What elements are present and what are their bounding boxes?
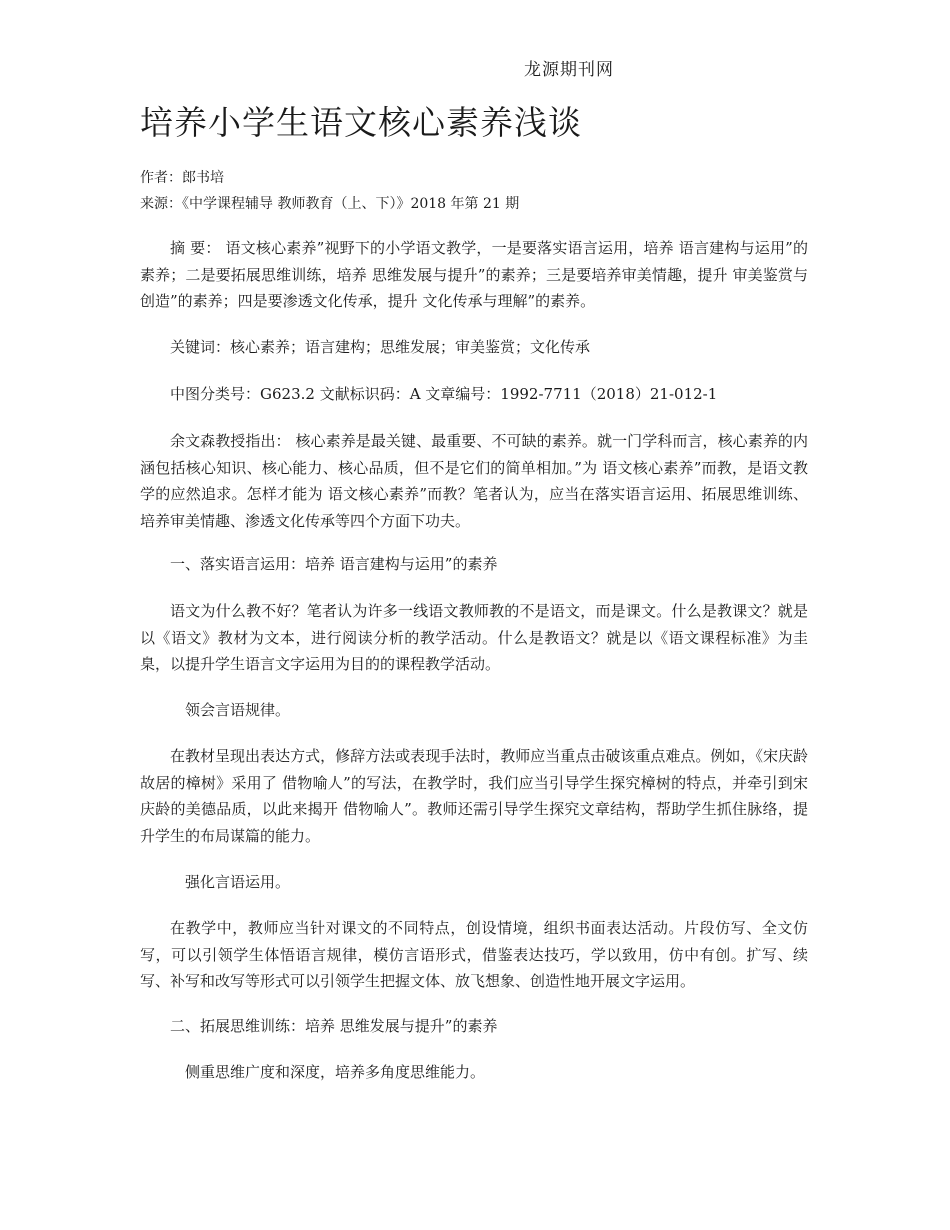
section-heading-2: 二、拓展思维训练：培养 思维发展与提升”的素养 xyxy=(170,1017,498,1035)
subheading-1: 领会言语规律。 xyxy=(185,701,291,719)
author-label: 作者： xyxy=(140,170,182,186)
classification-line: 中图分类号：G623.2 文献标识码：A 文章编号：1992-7711（2018）21-012-1 xyxy=(170,385,718,403)
keywords-text: 核心素养；语言建构；思维发展；审美鉴赏；文化传承 xyxy=(230,338,591,356)
source-name: 《中学课程辅导 教师教育（上、下）》2018 年第 21 期 xyxy=(182,196,520,212)
site-name: 龙源期刊网 xyxy=(524,60,614,80)
subsection2-paragraph: 在教学中，教师应当针对课文的不同特点，创设情境，组织书面表达活动。片段仿写、全文仿写，可以引领学生体悟语言规律，模仿言语形式，借鉴表达技巧，学以致用，仿中有创。扩写、续写、补写和改写等形式可以引领学生把握文体、放飞想象、创造性地开展文字运用。 xyxy=(140,919,808,990)
abstract-text: 语文核心素养”视野下的小学语文教学，一是要落实语言运用，培养 语言建构与运用”的素养；二是要拓展思维训练，培养 思维发展与提升”的素养；三是要培养审美情趣，提升 审美鉴赏与创造”的素养；四是要渗透文化传承，提升 文化传承与理解”的素养。 xyxy=(140,239,808,310)
intro-paragraph: 余文森教授指出： 核心素养是最关键、最重要、不可缺的素养。就一门学科而言，核心素养的内涵包括核心知识、核心能力、核心品质，但不是它们的简单相加。”为 语文核心素养”而教，是语文教学的应然追求。怎样才能为 语文核心素养”而教？笔者认为，应当在落实语言运用、拓展思维训练、培养审美情趣、渗透文化传承等四个方面下功夫。 xyxy=(140,432,808,530)
section1-paragraph: 语文为什么教不好？笔者认为许多一线语文教师教的不是语文，而是课文。什么是教课文？就是以《语文》教材为文本，进行阅读分析的教学活动。什么是教语文？就是以《语文课程标准》为圭臬，以提升学生语言文字运用为目的的课程教学活动。 xyxy=(140,602,808,673)
source-line xyxy=(140,193,519,213)
subheading-2: 强化言语运用。 xyxy=(185,873,291,891)
keywords-label: 关键词： xyxy=(170,338,231,356)
subheading-3: 侧重思维广度和深度，培养多角度思维能力。 xyxy=(185,1063,486,1081)
section-heading-1: 一、落实语言运用：培养 语言建构与运用”的素养 xyxy=(170,555,498,573)
abstract-label: 摘 要： xyxy=(170,239,221,257)
abstract-paragraph xyxy=(140,235,808,315)
source-label: 来源： xyxy=(140,196,182,212)
author-name: 郎书培 xyxy=(182,170,224,186)
keywords-paragraph xyxy=(140,334,808,361)
author-line xyxy=(140,167,224,187)
subsection1-paragraph: 在教材呈现出表达方式，修辞方法或表现手法时，教师应当重点击破该重点难点。例如，《宋庆龄故居的樟树》采用了 借物喻人”的写法，在教学时，我们应当引导学生探究樟树的特点，并牵引到宋庆龄的美德品质，以此来揭开 借物喻人”。教师还需引导学生探究文章结构，帮助学生抓住脉络，提升学生的布局谋篇的能力。 xyxy=(140,747,808,845)
article-title: 培养小学生语文核心素养浅谈 xyxy=(140,103,582,142)
